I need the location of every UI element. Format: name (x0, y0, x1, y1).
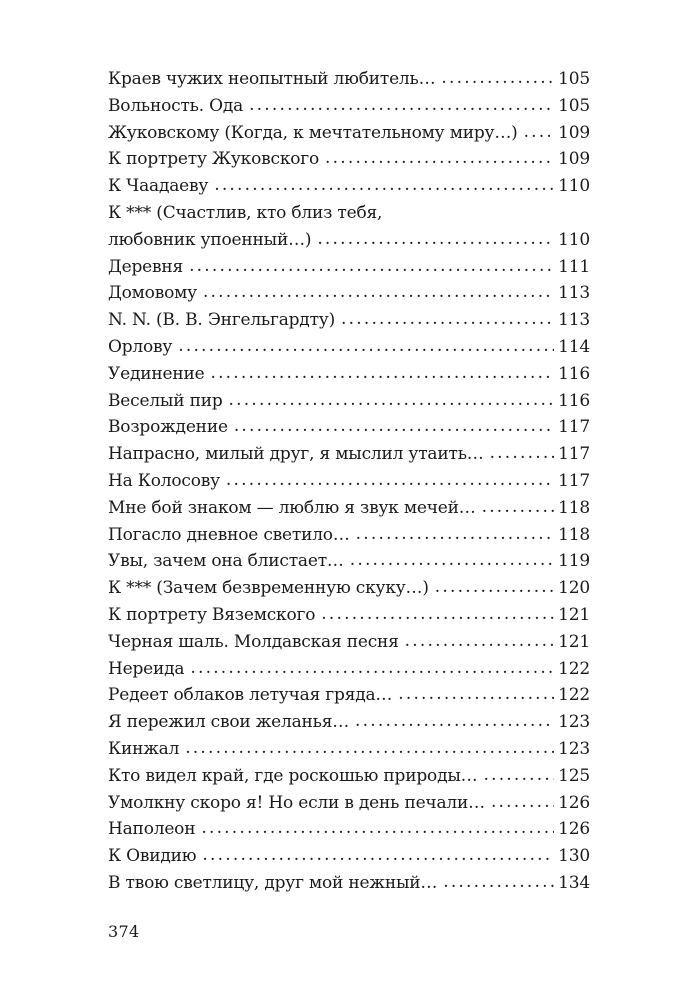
dot-leader (350, 547, 554, 574)
toc-entry-title: Погасло дневное светило… (108, 524, 350, 545)
toc-entry (108, 682, 590, 709)
dot-leader (178, 333, 554, 360)
toc-entry-title: Возрождение (108, 417, 228, 438)
toc-entry (108, 763, 590, 790)
toc-entry-page: 122 (558, 658, 590, 679)
dot-leader (226, 467, 554, 494)
dot-leader (483, 762, 554, 789)
toc-entry-title: Нереида (108, 658, 185, 679)
toc-entry-page: 122 (558, 685, 590, 706)
toc-entry-title: Деревня (108, 256, 184, 277)
toc-entry-title: Жуковскому (Когда, к мечтательному миру…) (108, 122, 518, 143)
toc-entry-page: 113 (558, 283, 590, 304)
toc-entry (108, 388, 590, 415)
toc-entry (108, 629, 590, 656)
dot-leader (341, 306, 554, 333)
toc-entry-page: 120 (558, 578, 590, 599)
toc-entry (108, 441, 590, 468)
toc-entry-title: N. N. (В. В. Энгельгардту) (108, 310, 336, 331)
toc-entry (108, 361, 590, 388)
toc-entry (108, 146, 590, 173)
dot-leader (203, 279, 554, 306)
dot-leader (491, 789, 554, 816)
dot-leader (214, 172, 554, 199)
dot-leader (325, 145, 554, 172)
dot-leader (229, 387, 555, 414)
toc-entry-title: К Чаадаеву (108, 176, 209, 197)
toc-entry-page: 110 (558, 229, 590, 250)
toc-entry (108, 709, 590, 736)
dot-leader (189, 253, 554, 280)
toc-entry-page: 110 (558, 176, 590, 197)
toc-entry (108, 93, 590, 120)
toc-entry-title: Веселый пир (108, 390, 223, 411)
toc-entry-title: К портрету Вяземского (108, 604, 316, 625)
toc-entry-page: 121 (558, 604, 590, 625)
toc-entry (108, 790, 590, 817)
toc-entry (108, 120, 590, 147)
toc-entry-title: Я пережил свои желанья… (108, 712, 350, 733)
toc-entry-page: 109 (558, 149, 590, 170)
toc-entry-page: 117 (558, 444, 590, 465)
dot-leader (185, 735, 554, 762)
toc-entry-page: 117 (558, 470, 590, 491)
toc-entry (108, 468, 590, 495)
toc-entry-title: Кинжал (108, 738, 180, 759)
toc-entry-page: 114 (558, 336, 590, 357)
toc-entry-title: Увы, зачем она блистает… (108, 551, 344, 572)
toc-entry-page: 116 (558, 390, 590, 411)
toc-entry-title: Орлову (108, 336, 173, 357)
toc-entry-page: 105 (558, 69, 590, 89)
dot-leader (443, 869, 554, 896)
toc-entry (108, 200, 590, 254)
toc-entry (108, 736, 590, 763)
toc-entry (108, 575, 590, 602)
toc-entry-page: 117 (558, 417, 590, 438)
toc-entry-title-line1: К *** (Счастлив, кто близ тебя, (108, 202, 383, 223)
toc-entry-page: 134 (558, 872, 590, 893)
toc-entry (108, 522, 590, 549)
toc-entry (108, 334, 590, 361)
dot-leader (202, 842, 554, 869)
toc-entry-page: 125 (558, 765, 590, 786)
dot-leader (356, 521, 554, 548)
toc-entry (108, 816, 590, 843)
toc-entry (108, 870, 590, 897)
toc-entry (108, 495, 590, 522)
toc-entry (108, 843, 590, 870)
toc-entry-title: Редеет облаков летучая гряда… (108, 685, 393, 706)
toc-entry-title: К *** (Зачем безвременную скуку…) (108, 578, 429, 599)
dot-leader (249, 92, 554, 119)
dot-leader (441, 65, 554, 92)
toc-entry-title: Краев чужих неопытный любитель… (108, 69, 436, 89)
dot-leader (317, 226, 554, 253)
toc-entry-title: На Колосову (108, 470, 220, 491)
toc-entry-page: 109 (558, 122, 590, 143)
toc-entry-page: 118 (558, 497, 590, 518)
toc-entry (108, 280, 590, 307)
dot-leader (405, 628, 554, 655)
toc-entry (108, 602, 590, 629)
toc-entry-title: Черная шаль. Молдавская песня (108, 631, 399, 652)
toc-entry-title: Кто видел край, где роскошью природы… (108, 765, 478, 786)
dot-leader (482, 494, 555, 521)
toc-entry-title: Напрасно, милый друг, я мыслил утаить… (108, 444, 484, 465)
toc-entry-page: 113 (558, 310, 590, 331)
toc-entry (108, 307, 590, 334)
toc-entry-title-line2: любовник упоенный…) (108, 229, 312, 250)
toc-entry-page: 111 (558, 256, 590, 277)
dot-leader (234, 413, 554, 440)
toc-entry-title: Уединение (108, 363, 205, 384)
toc-entry (108, 173, 590, 200)
toc-entry-title: К Овидию (108, 846, 197, 867)
toc-entry-page: 118 (558, 524, 590, 545)
toc-entry (108, 656, 590, 683)
toc-entry-title: В твою светлицу, друг мой нежный… (108, 872, 438, 893)
table-of-contents (108, 66, 590, 897)
toc-entry (108, 414, 590, 441)
toc-entry-title: Вольность. Ода (108, 95, 244, 116)
dot-leader (398, 681, 554, 708)
dot-leader (490, 440, 555, 467)
toc-entry-title: Умолкну скоро я! Но если в день печали… (108, 792, 485, 813)
toc-entry-page: 130 (558, 846, 590, 867)
toc-entry-page: 126 (558, 792, 590, 813)
toc-entry-page: 105 (558, 95, 590, 116)
dot-leader (524, 119, 555, 146)
dot-leader (355, 708, 554, 735)
toc-entry-title: Домовому (108, 283, 197, 304)
toc-entry-page: 116 (558, 363, 590, 384)
toc-entry-title: Мне бой знаком — люблю я звук мечей… (108, 497, 476, 518)
dot-leader (190, 655, 554, 682)
toc-entry-page: 121 (558, 631, 590, 652)
toc-entry (108, 66, 590, 93)
toc-entry-page: 126 (558, 819, 590, 840)
toc-entry (108, 548, 590, 575)
toc-entry-title: К портрету Жуковского (108, 149, 320, 170)
dot-leader (321, 601, 554, 628)
dot-leader (210, 360, 554, 387)
toc-entry-page: 119 (558, 551, 590, 572)
page-number: 374 (108, 922, 140, 941)
toc-entry (108, 254, 590, 281)
dot-leader (201, 815, 554, 842)
toc-entry-page: 123 (558, 738, 590, 759)
toc-entry-title: Наполеон (108, 819, 196, 840)
dot-leader (435, 574, 554, 601)
toc-entry-page: 123 (558, 712, 590, 733)
